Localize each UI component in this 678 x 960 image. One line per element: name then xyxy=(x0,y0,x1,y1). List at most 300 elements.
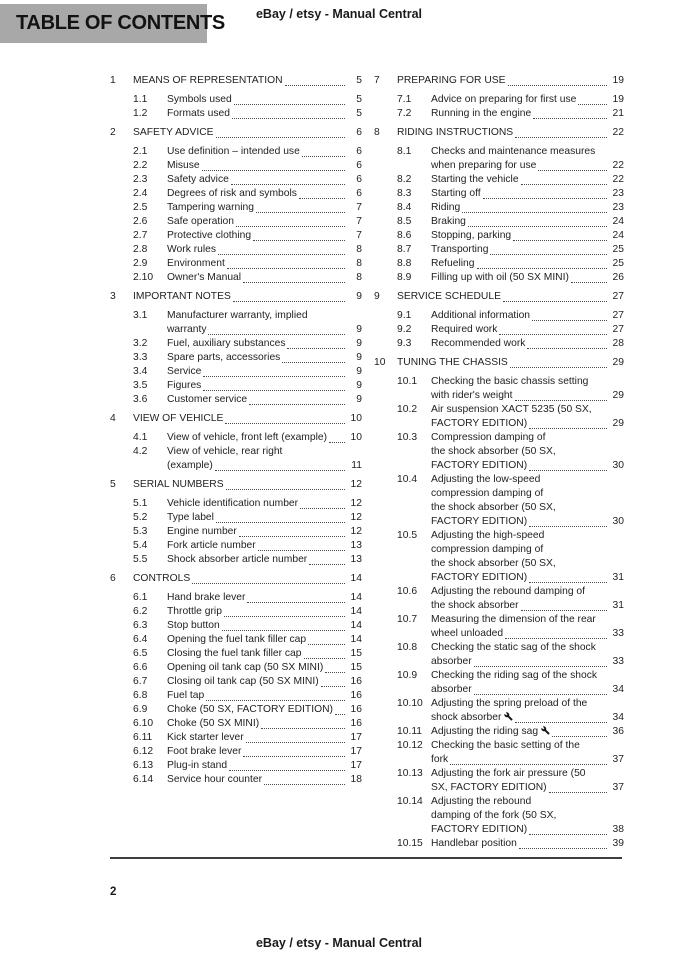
wrench-icon xyxy=(504,712,513,721)
dot-leader xyxy=(216,137,346,138)
toc-entry-title: Running in the engine xyxy=(431,108,532,119)
toc-section xyxy=(374,126,624,285)
toc-item-row xyxy=(110,431,362,445)
toc-entry-body xyxy=(431,697,624,725)
toc-indent xyxy=(110,173,133,187)
toc-item-row xyxy=(110,539,362,553)
toc-entry-title: PREPARING FOR USE xyxy=(397,75,506,86)
toc-entry-body xyxy=(167,431,362,445)
dot-leader xyxy=(515,722,607,723)
toc-item-row xyxy=(374,431,624,473)
toc-item-row xyxy=(110,717,362,731)
toc-entry-last-line xyxy=(431,599,624,613)
toc-item-row xyxy=(110,187,362,201)
toc-entry-body xyxy=(431,243,624,257)
toc-page-number: 37 xyxy=(612,754,624,765)
toc-section-row xyxy=(110,478,362,492)
toc-entry-number: 10.10 xyxy=(397,698,423,709)
dot-leader xyxy=(227,268,345,269)
toc-entry-number: 8 xyxy=(374,127,380,138)
toc-entry-body xyxy=(431,669,624,697)
toc-entry-number: 6.5 xyxy=(133,648,148,659)
toc-entry-body xyxy=(397,356,624,370)
toc-indent xyxy=(110,689,133,703)
toc-entry-body xyxy=(167,309,362,337)
toc-entry-last-line xyxy=(397,126,624,140)
dot-leader xyxy=(335,714,345,715)
toc-item-row xyxy=(110,553,362,567)
toc-item-row xyxy=(374,187,624,201)
toc-item-row xyxy=(110,93,362,107)
toc-entry-body xyxy=(167,201,362,215)
dot-leader xyxy=(208,334,345,335)
dot-leader xyxy=(468,226,607,227)
dot-leader xyxy=(510,367,607,368)
dot-leader xyxy=(499,334,607,335)
toc-entry-number: 6.8 xyxy=(133,690,148,701)
dot-leader xyxy=(264,784,345,785)
toc-entry-last-line xyxy=(431,323,624,337)
toc-section xyxy=(110,412,362,473)
dot-leader xyxy=(226,489,345,490)
toc-indent xyxy=(110,431,133,445)
toc-entry-last-line xyxy=(167,215,362,229)
toc-entry-body xyxy=(431,613,624,641)
toc-entry-body xyxy=(431,739,624,767)
toc-indent xyxy=(110,187,133,201)
dot-leader xyxy=(224,616,345,617)
toc-entry-title: Symbols used xyxy=(167,94,232,105)
toc-entry-body xyxy=(167,605,362,619)
toc-indent xyxy=(110,351,133,365)
toc-entry-last-line xyxy=(167,717,362,731)
toc-entry-number: 6.11 xyxy=(133,732,153,743)
toc-entry-number: 10 xyxy=(374,357,386,368)
toc-indent xyxy=(374,145,397,173)
toc-entry-last-line xyxy=(167,619,362,633)
dot-leader xyxy=(222,630,345,631)
toc-page-number: 24 xyxy=(612,230,624,241)
toc-page-number: 14 xyxy=(350,634,362,645)
dot-leader xyxy=(325,672,345,673)
toc-item-row xyxy=(110,759,362,773)
toc-indent xyxy=(374,201,397,215)
toc-entry-last-line xyxy=(431,459,624,473)
toc-indent xyxy=(374,431,397,473)
toc-entry-title: Customer service xyxy=(167,394,248,405)
toc-page-number: 12 xyxy=(350,526,362,537)
toc-entry-body xyxy=(431,309,624,323)
toc-entry-title: FACTORY EDITION) xyxy=(431,572,528,583)
toc-entry-number: 10.5 xyxy=(397,530,418,541)
toc-entry-body xyxy=(167,619,362,633)
toc-indent xyxy=(110,661,133,675)
toc-entry-body xyxy=(167,511,362,525)
dot-leader xyxy=(515,137,607,138)
toc-item-row xyxy=(374,229,624,243)
toc-indent xyxy=(110,647,133,661)
dot-leader xyxy=(527,348,607,349)
toc-item-row xyxy=(374,257,624,271)
toc-item-row xyxy=(374,739,624,767)
toc-indent xyxy=(110,745,133,759)
toc-item-row xyxy=(110,675,362,689)
toc-entry-last-line xyxy=(167,337,362,351)
toc-indent xyxy=(110,309,133,337)
toc-item-row xyxy=(110,107,362,121)
toc-indent xyxy=(110,675,133,689)
toc-entry-last-line xyxy=(167,323,362,337)
dot-leader xyxy=(529,582,607,583)
toc-entry-title: View of vehicle, front left (example) xyxy=(167,432,328,443)
toc-indent xyxy=(374,473,397,529)
toc-entry-number: 10.11 xyxy=(397,726,423,737)
toc-entry-number: 2.10 xyxy=(133,272,154,283)
dot-leader xyxy=(529,834,607,835)
toc-page-number: 19 xyxy=(612,75,624,86)
toc-item-row xyxy=(374,669,624,697)
toc-entry-title-line: Checks and maintenance measures xyxy=(431,146,596,157)
toc-entry-body xyxy=(431,271,624,285)
toc-entry-number: 2.4 xyxy=(133,188,148,199)
toc-entry-title: Required work xyxy=(431,324,498,335)
toc-entry-number: 6.2 xyxy=(133,606,148,617)
toc-indent xyxy=(110,337,133,351)
toc-entry-last-line xyxy=(133,126,362,140)
toc-page-number: 9 xyxy=(356,338,362,349)
toc-entry-body xyxy=(167,675,362,689)
toc-indent xyxy=(110,759,133,773)
toc-entry-last-line xyxy=(431,271,624,285)
toc-entry-last-line xyxy=(167,731,362,745)
toc-entry-last-line xyxy=(167,759,362,773)
toc-entry-title: SAFETY ADVICE xyxy=(133,127,214,138)
toc-entry-number: 10.12 xyxy=(397,740,423,751)
toc-item-row xyxy=(374,725,624,739)
toc-entry-title-line: Adjusting the rebound damping of xyxy=(431,586,585,597)
dot-leader xyxy=(462,212,607,213)
toc-entry-last-line xyxy=(167,93,362,107)
dot-leader xyxy=(300,508,345,509)
toc-page-number: 22 xyxy=(612,174,624,185)
toc-entry-last-line xyxy=(431,515,624,529)
toc-entry-last-line xyxy=(397,74,624,88)
toc-entry-number: 8.1 xyxy=(397,146,412,157)
toc-item-row xyxy=(110,201,362,215)
toc-entry-body xyxy=(167,145,362,159)
toc-entry-last-line xyxy=(167,431,362,445)
toc-page-number: 21 xyxy=(612,108,624,119)
toc-indent xyxy=(110,93,133,107)
toc-entry-last-line xyxy=(431,93,624,107)
page-heading: TABLE OF CONTENTS xyxy=(16,12,225,34)
toc-entry-title-line: View of vehicle, rear right xyxy=(167,446,283,457)
toc-entry-title-line: compression damping of xyxy=(431,488,544,499)
toc-indent xyxy=(374,229,397,243)
toc-entry-last-line xyxy=(431,337,624,351)
toc-item-row xyxy=(374,767,624,795)
toc-entry-body xyxy=(431,145,624,173)
toc-page-number: 9 xyxy=(356,394,362,405)
toc-indent xyxy=(110,201,133,215)
toc-entry-number: 6.4 xyxy=(133,634,148,645)
toc-entry-title: shock absorber xyxy=(431,711,513,725)
toc-entry-last-line xyxy=(167,689,362,703)
toc-page-number: 17 xyxy=(350,760,362,771)
toc-entry-title: Handlebar position xyxy=(431,838,517,849)
toc-entry-body xyxy=(397,74,624,88)
toc-entry-last-line xyxy=(431,781,624,795)
toc-indent xyxy=(110,107,133,121)
dot-leader xyxy=(308,644,345,645)
toc-entry-last-line xyxy=(133,74,362,88)
toc-entry-body xyxy=(431,257,624,271)
toc-entry-title: absorber xyxy=(431,684,472,695)
toc-entry-number: 10.1 xyxy=(397,376,418,387)
toc-entry-last-line xyxy=(167,525,362,539)
toc-page-number: 10 xyxy=(350,413,362,424)
toc-indent xyxy=(110,773,133,787)
toc-indent xyxy=(110,379,133,393)
toc-item-row xyxy=(110,145,362,159)
toc-entry-last-line xyxy=(167,379,362,393)
toc-entry-title: with rider's weight xyxy=(431,390,513,401)
toc-indent xyxy=(110,605,133,619)
toc-entry-number: 5.5 xyxy=(133,554,148,565)
toc-entry-body xyxy=(431,337,624,351)
toc-entry-last-line xyxy=(133,478,362,492)
toc-indent xyxy=(110,393,133,407)
dot-leader xyxy=(287,348,345,349)
toc-page-number: 6 xyxy=(356,174,362,185)
toc-entry-title: SX, FACTORY EDITION) xyxy=(431,782,547,793)
toc-entry-title: Misuse xyxy=(167,160,200,171)
toc-page-number: 16 xyxy=(350,704,362,715)
toc-indent xyxy=(110,731,133,745)
toc-entry-title-line: Measuring the dimension of the rear xyxy=(431,614,596,625)
dot-leader xyxy=(239,536,345,537)
toc-indent xyxy=(374,187,397,201)
toc-indent xyxy=(374,697,397,725)
toc-item-row xyxy=(110,271,362,285)
toc-item-row xyxy=(374,375,624,403)
toc-page-number: 6 xyxy=(356,188,362,199)
toc-entry-last-line xyxy=(167,647,362,661)
dot-leader xyxy=(477,268,607,269)
toc-entry-body xyxy=(431,173,624,187)
dot-leader xyxy=(532,320,607,321)
toc-entry-body xyxy=(431,375,624,403)
dot-leader xyxy=(256,212,345,213)
toc-entry-last-line xyxy=(167,497,362,511)
toc-page-number: 12 xyxy=(350,498,362,509)
toc-entry-last-line xyxy=(167,159,362,173)
toc-entry-body xyxy=(167,271,362,285)
toc-entry-title: Plug-in stand xyxy=(167,760,228,771)
toc-entry-title: (example) xyxy=(167,460,213,471)
toc-indent xyxy=(374,337,397,351)
toc-entry-body xyxy=(167,591,362,605)
toc-indent xyxy=(374,403,397,431)
toc-entry-title: Spare parts, accessories xyxy=(167,352,281,363)
toc-page-number: 28 xyxy=(612,338,624,349)
toc-item-row xyxy=(110,393,362,407)
toc-section xyxy=(110,74,362,121)
toc-entry-number: 6.6 xyxy=(133,662,148,673)
dot-leader xyxy=(282,362,345,363)
toc-item-row xyxy=(110,745,362,759)
toc-entry-title: Service xyxy=(167,366,202,377)
toc-item-row xyxy=(110,379,362,393)
toc-entry-title-line: Adjusting the spring preload of the xyxy=(431,698,588,709)
toc-entry-body xyxy=(167,647,362,661)
toc-entry-body xyxy=(431,431,624,473)
toc-entry-title-line: Adjusting the high-speed xyxy=(431,530,545,541)
toc-entry-last-line xyxy=(167,511,362,525)
toc-item-row xyxy=(110,605,362,619)
toc-page-number: 17 xyxy=(350,732,362,743)
toc-page-number: 14 xyxy=(350,620,362,631)
toc-entry-number: 5 xyxy=(110,479,116,490)
toc-entry-number: 2.7 xyxy=(133,230,148,241)
toc-entry-last-line xyxy=(167,229,362,243)
toc-section xyxy=(110,572,362,787)
toc-section-row xyxy=(374,290,624,304)
dot-leader xyxy=(474,666,607,667)
toc-page-number: 36 xyxy=(612,726,624,737)
toc-page-number: 25 xyxy=(612,244,624,255)
toc-entry-last-line xyxy=(167,107,362,121)
toc-entry-title: Service hour counter xyxy=(167,774,263,785)
toc-indent xyxy=(110,271,133,285)
toc-page-number: 29 xyxy=(612,357,624,368)
toc-entry-body xyxy=(133,478,362,492)
toc-page-number: 22 xyxy=(612,160,624,171)
toc-entry-last-line xyxy=(431,215,624,229)
toc-entry-title: Engine number xyxy=(167,526,237,537)
toc-entry-number: 5.1 xyxy=(133,498,148,509)
dot-leader xyxy=(192,583,345,584)
toc-entry-title: Riding xyxy=(431,202,461,213)
toc-entry-number: 7.2 xyxy=(397,108,412,119)
toc-entry-title: Tampering warning xyxy=(167,202,254,213)
toc-page-number: 23 xyxy=(612,188,624,199)
toc-entry-title: Recommended work xyxy=(431,338,526,349)
toc-entry-number: 3.2 xyxy=(133,338,148,349)
toc-entry-title: Opening oil tank cap (50 SX MINI) xyxy=(167,662,324,673)
toc-entry-body xyxy=(431,93,624,107)
toc-page-number: 5 xyxy=(356,75,362,86)
toc-entry-number: 3.1 xyxy=(133,310,148,321)
toc-entry-title-line: compression damping of xyxy=(431,544,544,555)
toc-entry-number: 10.15 xyxy=(397,838,423,849)
dot-leader xyxy=(515,400,607,401)
toc-item-row xyxy=(374,173,624,187)
toc-entry-last-line xyxy=(167,201,362,215)
toc-entry-last-line xyxy=(431,173,624,187)
toc-section-row xyxy=(374,126,624,140)
toc-entry-number: 10.14 xyxy=(397,796,423,807)
toc-entry-body xyxy=(431,107,624,121)
toc-entry-title: FACTORY EDITION) xyxy=(431,824,528,835)
dot-leader xyxy=(243,282,345,283)
toc-page-number: 34 xyxy=(612,712,624,723)
toc-entry-body xyxy=(431,473,624,529)
dot-leader xyxy=(203,390,345,391)
toc-entry-body xyxy=(133,126,362,140)
toc-section-row xyxy=(374,356,624,370)
toc-entry-number: 8.6 xyxy=(397,230,412,241)
toc-item-row xyxy=(110,689,362,703)
toc-entry-last-line xyxy=(167,173,362,187)
toc-section-row xyxy=(110,290,362,304)
toc-entry-number: 6.13 xyxy=(133,760,154,771)
toc-page-number: 14 xyxy=(350,606,362,617)
toc-entry-last-line xyxy=(431,837,624,851)
toc-indent xyxy=(374,795,397,837)
toc-entry-last-line xyxy=(133,572,362,586)
toc-entry-body xyxy=(431,323,624,337)
toc-entry-title: Transporting xyxy=(431,244,489,255)
toc-item-row xyxy=(110,619,362,633)
toc-entry-last-line xyxy=(167,257,362,271)
toc-item-row xyxy=(110,365,362,379)
toc-item-row xyxy=(110,257,362,271)
toc-page-number: 31 xyxy=(612,572,624,583)
toc-indent xyxy=(110,229,133,243)
toc-entry-number: 4.2 xyxy=(133,446,148,457)
toc-entry-title: CONTROLS xyxy=(133,573,191,584)
toc-entry-last-line xyxy=(167,243,362,257)
toc-entry-title-line: Adjusting the fork air pressure (50 xyxy=(431,768,586,779)
toc-entry-body xyxy=(167,689,362,703)
toc-entry-title: Safety advice xyxy=(167,174,229,185)
toc-item-row xyxy=(110,497,362,511)
toc-entry-body xyxy=(133,572,362,586)
toc-entry-title: Kick starter lever xyxy=(167,732,244,743)
wrench-icon xyxy=(541,726,550,735)
toc-indent xyxy=(110,539,133,553)
toc-entry-number: 6.3 xyxy=(133,620,148,631)
toc-entry-title: warranty xyxy=(167,324,207,335)
toc-item-row xyxy=(374,271,624,285)
toc-indent xyxy=(374,725,397,739)
toc-page-number: 38 xyxy=(612,824,624,835)
toc-entry-title-line: Checking the static sag of the shock xyxy=(431,642,596,653)
toc-indent xyxy=(110,159,133,173)
toc-page-number: 8 xyxy=(356,244,362,255)
toc-entry-title: Stop button xyxy=(167,620,220,631)
toc-entry-body xyxy=(167,703,362,717)
toc-page-number: 30 xyxy=(612,516,624,527)
toc-entry-body xyxy=(167,159,362,173)
toc-indent xyxy=(374,257,397,271)
dot-leader xyxy=(302,156,345,157)
toc-entry-last-line xyxy=(431,201,624,215)
toc-entry-number: 4 xyxy=(110,413,116,424)
toc-item-row xyxy=(110,337,362,351)
dot-leader xyxy=(552,736,607,737)
toc-item-row xyxy=(110,309,362,337)
toc-entry-last-line xyxy=(431,725,624,739)
toc-entry-number: 4.1 xyxy=(133,432,148,443)
dot-leader xyxy=(202,170,345,171)
toc-page-number: 29 xyxy=(612,390,624,401)
toc-indent xyxy=(374,271,397,285)
toc-page-number: 22 xyxy=(612,127,624,138)
toc-entry-number: 8.5 xyxy=(397,216,412,227)
toc-entry-number: 10.2 xyxy=(397,404,418,415)
